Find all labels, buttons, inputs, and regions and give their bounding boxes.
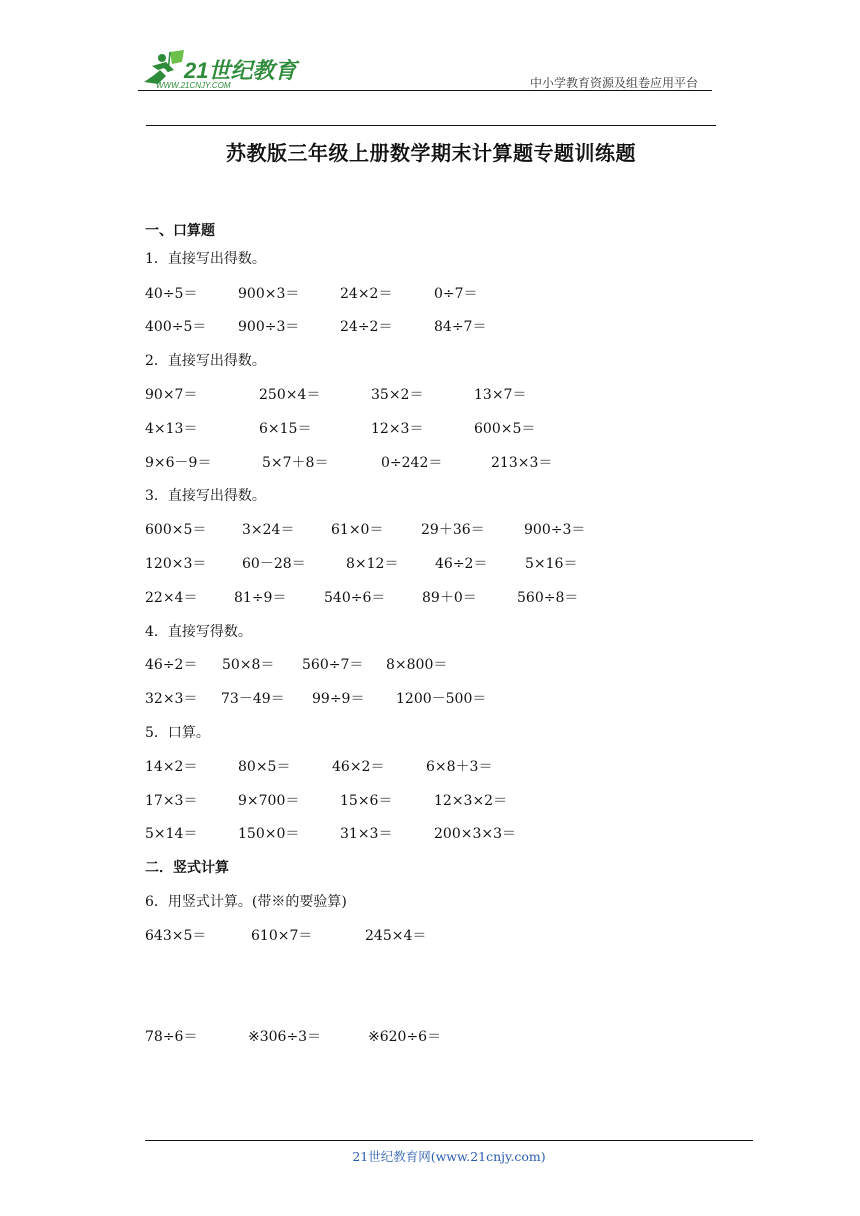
problem: 5×16＝ <box>525 556 578 572</box>
problem: 3×24＝ <box>242 522 295 538</box>
problem: 35×2＝ <box>371 387 424 403</box>
problem: 50×8＝ <box>222 657 275 673</box>
problem: 46÷2＝ <box>145 657 198 673</box>
problem: 22×4＝ <box>145 590 198 606</box>
problem: 24÷2＝ <box>340 319 393 335</box>
problem: 0÷7＝ <box>434 286 478 302</box>
page-title: 苏教版三年级上册数学期末计算题专题训练题 <box>226 141 636 165</box>
section-heading-oral: 一、口算题 <box>145 223 215 239</box>
section-heading-vertical: 二．竖式计算 <box>145 860 229 876</box>
problem: 46÷2＝ <box>435 556 488 572</box>
problem: 4×13＝ <box>145 421 198 437</box>
problem: ※306÷3＝ <box>248 1029 322 1045</box>
question-1-label: 1．直接写出得数。 <box>145 251 266 267</box>
problem: 8×12＝ <box>346 556 399 572</box>
problem: 560÷7＝ <box>302 657 364 673</box>
question-3-label: 3．直接写出得数。 <box>145 488 266 504</box>
problem: 643×5＝ <box>145 928 207 944</box>
header-divider <box>138 90 712 91</box>
platform-text: 中小学教育资源及组卷应用平台 <box>530 76 699 90</box>
problem: 600×5＝ <box>145 522 207 538</box>
question-2-label: 2．直接写出得数。 <box>145 353 266 369</box>
problem: 61×0＝ <box>331 522 384 538</box>
problem: 17×3＝ <box>145 793 198 809</box>
problem: 900×3＝ <box>238 286 300 302</box>
problem: 60－28＝ <box>242 556 306 572</box>
problem: 540÷6＝ <box>324 590 386 606</box>
problem: 610×7＝ <box>251 928 313 944</box>
problem: 78÷6＝ <box>145 1029 198 1045</box>
problem: 245×4＝ <box>365 928 427 944</box>
problem: 213×3＝ <box>491 455 553 471</box>
problem: 1200－500＝ <box>396 691 487 707</box>
problem: 5×7＋8＝ <box>262 455 329 471</box>
problem: 250×4＝ <box>259 387 321 403</box>
problem: 13×7＝ <box>474 387 527 403</box>
problem: 600×5＝ <box>474 421 536 437</box>
problem: 0÷242＝ <box>381 455 443 471</box>
problem: 9×6－9＝ <box>145 455 212 471</box>
title-divider <box>146 125 716 126</box>
problem: 29＋36＝ <box>421 522 485 538</box>
problem: 12×3×2＝ <box>434 793 508 809</box>
problem: 40÷5＝ <box>145 286 198 302</box>
footer-link[interactable]: 21世纪教育网(www.21cnjy.com) <box>352 1149 546 1164</box>
question-5-label: 5．口算。 <box>145 725 210 741</box>
problem: 150×0＝ <box>238 826 300 842</box>
problem: 120×3＝ <box>145 556 207 572</box>
problem: 80×5＝ <box>238 759 291 775</box>
problem: 73－49＝ <box>221 691 285 707</box>
problem: 99÷9＝ <box>312 691 365 707</box>
logo <box>138 48 308 92</box>
problem: 5×14＝ <box>145 826 198 842</box>
problem: ※620÷6＝ <box>368 1029 442 1045</box>
problem: 9×700＝ <box>238 793 300 809</box>
problem: 31×3＝ <box>340 826 393 842</box>
problem: 81÷9＝ <box>234 590 287 606</box>
problem: 46×2＝ <box>332 759 385 775</box>
problem: 6×15＝ <box>259 421 312 437</box>
problem: 24×2＝ <box>340 286 393 302</box>
problem: 900÷3＝ <box>238 319 300 335</box>
question-6-label: 6．用竖式计算。(带※的要验算) <box>145 894 347 910</box>
runner-flag-icon <box>138 48 308 92</box>
problem: 8×800＝ <box>386 657 448 673</box>
problem: 32×3＝ <box>145 691 198 707</box>
footer-divider <box>145 1140 753 1141</box>
problem: 6×8＋3＝ <box>426 759 493 775</box>
question-4-label: 4．直接写得数。 <box>145 624 252 640</box>
problem: 900÷3＝ <box>524 522 586 538</box>
problem: 400÷5＝ <box>145 319 207 335</box>
problem: 200×3×3＝ <box>434 826 516 842</box>
problem: 12×3＝ <box>371 421 424 437</box>
problem: 560÷8＝ <box>517 590 579 606</box>
problem: 84÷7＝ <box>434 319 487 335</box>
problem: 90×7＝ <box>145 387 198 403</box>
problem: 89＋0＝ <box>422 590 477 606</box>
logo-url-text: WWW.21CNJY.COM <box>156 81 231 90</box>
logo-main-text: 21世纪教育 <box>184 58 297 83</box>
problem: 14×2＝ <box>145 759 198 775</box>
problem: 15×6＝ <box>340 793 393 809</box>
